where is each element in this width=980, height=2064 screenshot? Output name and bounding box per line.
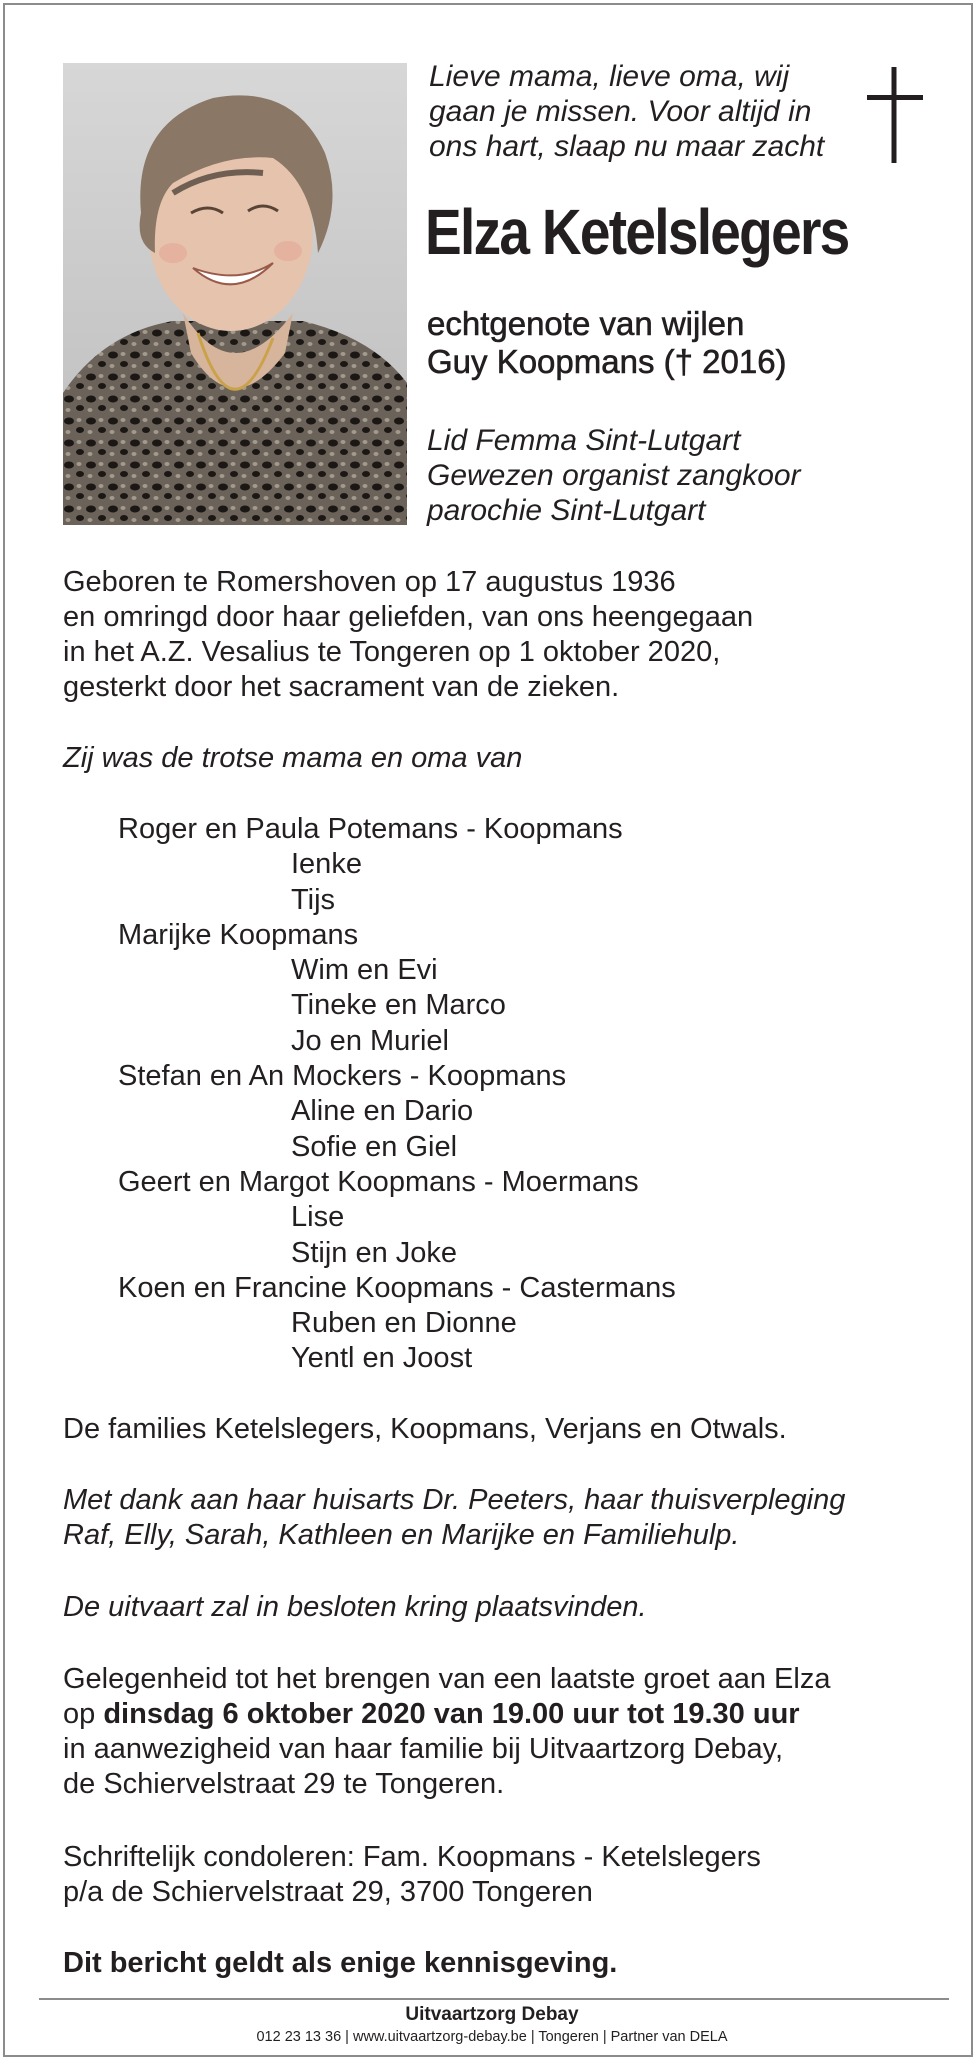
family-list (63, 812, 676, 1377)
family-child: Ienke (291, 848, 362, 881)
family-child: Stijn en Joke (291, 1236, 458, 1269)
family-child: Wim en Evi (291, 954, 438, 987)
role-line: Gewezen organist zangkoor (427, 459, 801, 492)
notice-line: Dit bericht geldt als enige kennisgeving. (63, 1947, 618, 1979)
paragraph-line: Raf, Elly, Sarah, Kathleen en Marijke en Familiehulp. (63, 1519, 740, 1551)
quote-line: Lieve mama, lieve oma, wij (429, 60, 790, 93)
proud-line: Zij was de trotse mama en oma van (63, 742, 523, 774)
quote-line: ons hart, slaap nu maar zacht (429, 130, 825, 163)
quote (429, 59, 869, 164)
greeting-date-time: dinsdag 6 oktober 2020 van 19.00 uur tot 19.30 uur (103, 1698, 800, 1730)
greeting-paragraph (63, 1662, 830, 1802)
deceased-name: Elza Ketelslegers (425, 196, 849, 268)
family-child: Yentl en Joost (291, 1342, 473, 1375)
paragraph-line: gesterkt door het sacrament van de zieken. (63, 671, 620, 703)
paragraph-line: de Schiervelstraat 29 te Tongeren. (63, 1768, 505, 1800)
portrait-photo (63, 63, 407, 525)
family-child: Tineke en Marco (291, 989, 506, 1022)
obituary-card (3, 3, 973, 2057)
paragraph-line: in het A.Z. Vesalius te Tongeren op 1 oktober 2020, (63, 636, 721, 668)
spouse-line: Guy Koopmans († 2016) (427, 343, 787, 380)
spouse-info (427, 305, 787, 381)
role-line: parochie Sint-Lutgart (427, 494, 706, 527)
family-parent: Koen en Francine Koopmans - Castermans (118, 1271, 676, 1304)
family-parent: Marijke Koopmans (118, 918, 359, 951)
spouse-line: echtgenote van wijlen (427, 305, 745, 342)
families-line: De families Ketelslegers, Koopmans, Verjans en Otwals. (63, 1413, 787, 1445)
latin-cross-icon (867, 67, 923, 163)
footer-divider (39, 1998, 949, 2000)
quote-line: gaan je missen. Voor altijd in (429, 95, 812, 128)
portrait-illustration (63, 63, 407, 525)
paragraph-line (63, 1697, 830, 1732)
paragraph-line: Geboren te Romershoven op 17 augustus 1936 (63, 566, 676, 598)
thanks-paragraph (63, 1483, 845, 1553)
family-child: Sofie en Giel (291, 1130, 458, 1163)
family-child: Aline en Dario (291, 1095, 474, 1128)
family-child: Ruben en Dionne (291, 1307, 517, 1340)
family-child: Jo en Muriel (291, 1024, 449, 1057)
condolences-paragraph (63, 1840, 761, 1910)
funeral-line: De uitvaart zal in besloten kring plaatsvinden. (63, 1591, 647, 1623)
paragraph-line: Schriftelijk condoleren: Fam. Koopmans - Ketelslegers (63, 1841, 761, 1873)
greeting-prefix: op (63, 1698, 104, 1730)
footer-contact: 012 23 13 36 | www.uitvaartzorg-debay.be | Tongeren | Partner van DELA (256, 2029, 728, 2045)
role-line: Lid Femma Sint-Lutgart (427, 424, 741, 457)
family-parent: Stefan en An Mockers - Koopmans (118, 1060, 567, 1093)
paragraph-line: Met dank aan haar huisarts Dr. Peeters, haar thuisverpleging (63, 1484, 846, 1516)
family-child: Lise (291, 1201, 345, 1234)
roles (427, 423, 801, 528)
birth-death-paragraph (63, 565, 753, 705)
paragraph-line: Gelegenheid tot het brengen van een laatste groet aan Elza (63, 1663, 831, 1695)
paragraph-line: p/a de Schiervelstraat 29, 3700 Tongeren (63, 1876, 593, 1908)
footer-title: Uitvaartzorg Debay (405, 2004, 579, 2025)
family-parent: Roger en Paula Potemans - Koopmans (118, 813, 623, 845)
family-child: Tijs (291, 883, 336, 916)
family-parent: Geert en Margot Koopmans - Moermans (118, 1165, 639, 1198)
paragraph-line: en omringd door haar geliefden, van ons heengegaan (63, 601, 754, 633)
paragraph-line: in aanwezigheid van haar familie bij Uitvaartzorg Debay, (63, 1733, 784, 1765)
